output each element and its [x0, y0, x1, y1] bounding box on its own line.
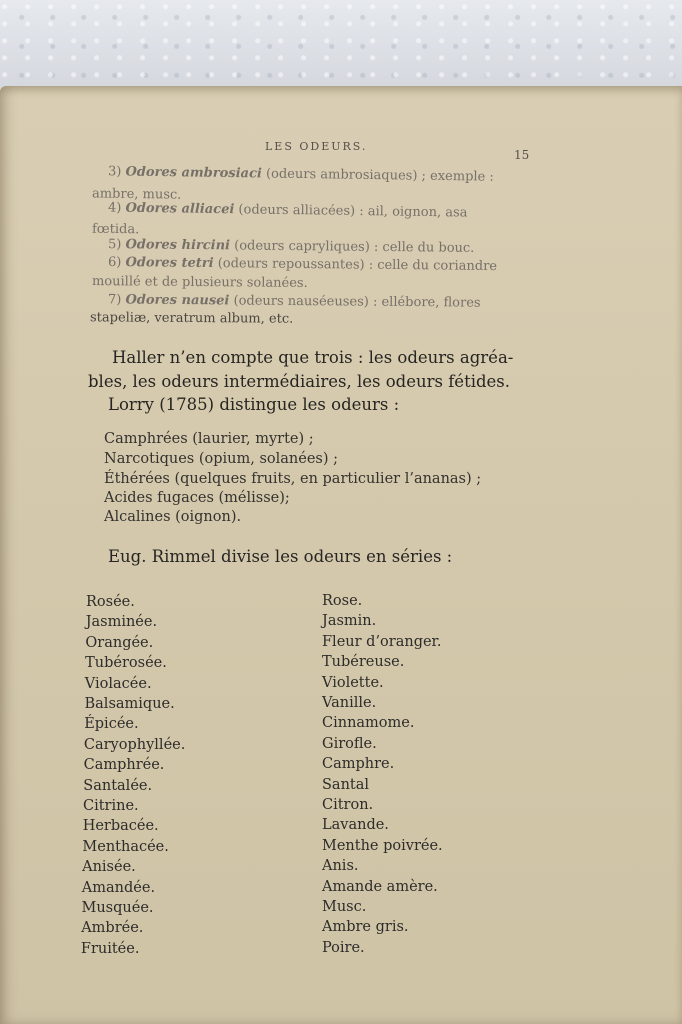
running-header-title: LES ODEURS. [265, 140, 368, 153]
serie-type: Tubéreuse. [322, 654, 405, 671]
serie-type: Santal [322, 776, 370, 793]
serie-type: Vanille. [322, 695, 377, 711]
footnote-line: 6) Odores tetri (odeurs repoussantes) : celle du coriandre [107, 254, 498, 275]
serie-name: Citrine. [83, 798, 139, 814]
serie-name: Herbacée. [82, 818, 159, 835]
serie-name: Orangée. [85, 634, 154, 651]
serie-name: Santalée. [83, 777, 153, 794]
serie-type: Citron. [322, 797, 374, 813]
list-item: Éthérées (quelques fruits, en particulier l’ananas) ; [104, 471, 482, 487]
section-heading: Eug. Rimmel divise les odeurs en séries : [108, 547, 453, 566]
list-item: Alcalines (oignon). [104, 509, 242, 525]
footnote-line: ambre, musc. [91, 186, 182, 203]
footnote-line: 3) Odores ambrosiaci (odeurs ambrosiaques) ; exemple : [107, 164, 494, 185]
paragraph-line: Haller n’en compte que trois : les odeurs agréa- [112, 348, 514, 367]
serie-type: Camphre. [322, 756, 395, 773]
footnote-line: stapeliæ, veratrum album, etc. [89, 310, 294, 327]
serie-type: Jasmin. [322, 613, 377, 630]
serie-type: Ambre gris. [322, 919, 409, 936]
serie-type: Violette. [322, 674, 384, 691]
serie-type: Cinnamome. [322, 715, 415, 732]
serie-name: Rosée. [86, 594, 135, 610]
serie-name: Balsamique. [84, 696, 175, 712]
serie-name: Épicée. [84, 716, 139, 733]
serie-name: Jasminée. [85, 614, 158, 631]
page-number: 15 [514, 148, 530, 162]
serie-name: Amandée. [81, 879, 156, 896]
serie-type: Musc. [322, 899, 367, 915]
footnote-line: 5) Odores hircini (odeurs capryliques) : celle du bouc. [107, 237, 475, 256]
serie-type: Menthe poivrée. [322, 837, 443, 854]
serie-name: Ambrée. [81, 920, 144, 937]
serie-type: Lavande. [322, 817, 389, 834]
list-item: Acides fugaces (mélisse); [104, 490, 290, 506]
serie-name: Tubérosée. [85, 655, 167, 672]
serie-name: Fruitée. [80, 940, 140, 957]
serie-type: Fleur d’oranger. [322, 633, 442, 650]
footnote-line: 7) Odores nausei (odeurs nauséeuses) : ellébore, flores [107, 292, 481, 311]
serie-type: Girofle. [322, 735, 377, 752]
serie-type: Rose. [322, 593, 363, 609]
paragraph-line: bles, les odeurs intermédiaires, les odeurs fétides. [88, 372, 511, 391]
list-item: Narcotiques (opium, solanées) ; [104, 451, 338, 467]
serie-type: Anis. [322, 858, 359, 875]
serie-type: Poire. [322, 939, 365, 956]
footnote-line: fœtida. [91, 221, 140, 238]
serie-type: Amande amère. [322, 878, 438, 895]
serie-name: Caryophyllée. [83, 736, 186, 753]
footnote-line: mouillé et de plusieurs solanées. [91, 274, 308, 291]
list-item: Camphrées (laurier, myrte) ; [104, 431, 314, 447]
book-page [0, 86, 682, 1024]
serie-name: Violacée. [84, 675, 152, 692]
serie-name: Camphrée. [83, 757, 165, 774]
serie-name: Anisée. [82, 859, 136, 876]
paragraph-line: Lorry (1785) distingue les odeurs : [108, 395, 400, 414]
serie-name: Menthacée. [82, 838, 169, 855]
serie-name: Musquée. [81, 900, 154, 916]
wall-background [0, 0, 682, 100]
footnote-line: 4) Odores alliacei (odeurs alliacées) : ail, oignon, asa [107, 200, 468, 221]
